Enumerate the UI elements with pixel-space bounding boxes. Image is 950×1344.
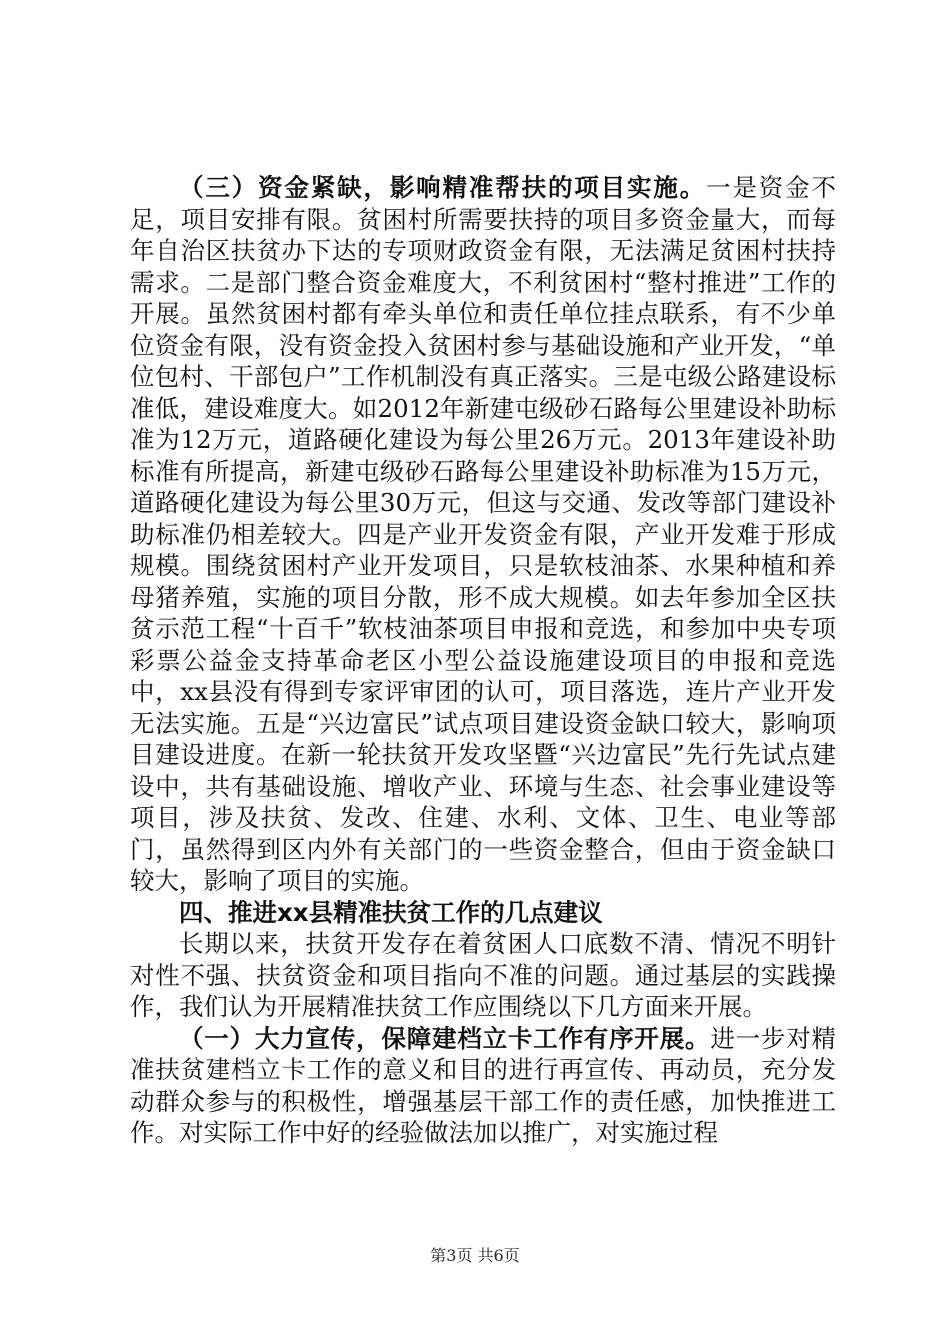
paragraph-funding-shortage <box>130 172 836 897</box>
paragraph-text: 一是资金不足，项目安排有限。贫困村所需要扶持的项目多资金量大，而每年自治区扶贫办下达的专项财政资金有限，无法满足贫困村扶持需求。二是部门整合资金难度大，不利贫困村“整村推进”工作的开展。虽然贫困村都有牵头单位和责任单位挂点联系，有不少单位资金有限，没有资金投入贫困村参与基础设施和产业开发，“单位包村、干部包户”工作机制没有真正落实。三是屯级公路建设标准低，建设难度大。如2012年新建屯级砂石路每公里建设补助标准为12万元，道路硬化建设为每公里26万元。2013年建设补助标准有所提高，新建屯级砂石路每公里建设补助标准为15万元，道路硬化建设为每公里30万元，但这与交通、发改等部门建设补助标准仍相差较大。四是产业开发资金有限，产业开发难于形成规模。围绕贫困村产业开发项目，只是软枝油茶、水果种植和养母猪养殖，实施的项目分散，形不成大规模。如去年参加全区扶贫示范工程“十百千”软枝油茶项目申报和竞选，和参加中央专项彩票公益金支持革命老区小型公益设施建设项目的申报和竞选中，xx县没有得到专家评审团的认可，项目落选，连片产业开发无法实施。五是“兴边富民”试点项目建设资金缺口较大，影响项目建设进度。在新一轮扶贫开发攻坚暨“兴边富民”先行先试点建设中，共有基础设施、增收产业、环境与生态、社会事业建设等项目，涉及扶贫、发改、住建、水利、文体、卫生、电业等部门，虽然得到区内外有关部门的一些资金整合，但由于资金缺口较大，影响了项目的实施。 <box>130 173 837 895</box>
paragraph-intro: 长期以来，扶贫开发存在着贫困人口底数不清、情况不明针对性不强、扶贫资金和项目指向不准的问题。通过基层的实践操作，我们认为开展精准扶贫工作应围绕以下几方面来开展。 <box>130 929 836 1021</box>
paragraph-heading: （一）大力宣传，保障建档立卡工作有序开展。 <box>179 1023 711 1053</box>
paragraph-text: 进一步对精准扶贫建档立卡工作的意义和目的进行再宣传、再动员，充分发动群众参与的积极性，增强基层干部工作的责任感，加快推进工作。对实际工作中好的经验做法加以推广，对实施过程 <box>130 1023 837 1147</box>
section-title: 四、推进xx县精准扶贫工作的几点建议 <box>179 897 603 927</box>
document-body <box>130 172 836 1149</box>
paragraph-heading: （三）资金紧缺，影响精准帮扶的项目实施。 <box>179 173 707 202</box>
paragraph-publicity <box>130 1023 836 1149</box>
page-footer: 第3页 共6页 <box>430 1246 520 1265</box>
